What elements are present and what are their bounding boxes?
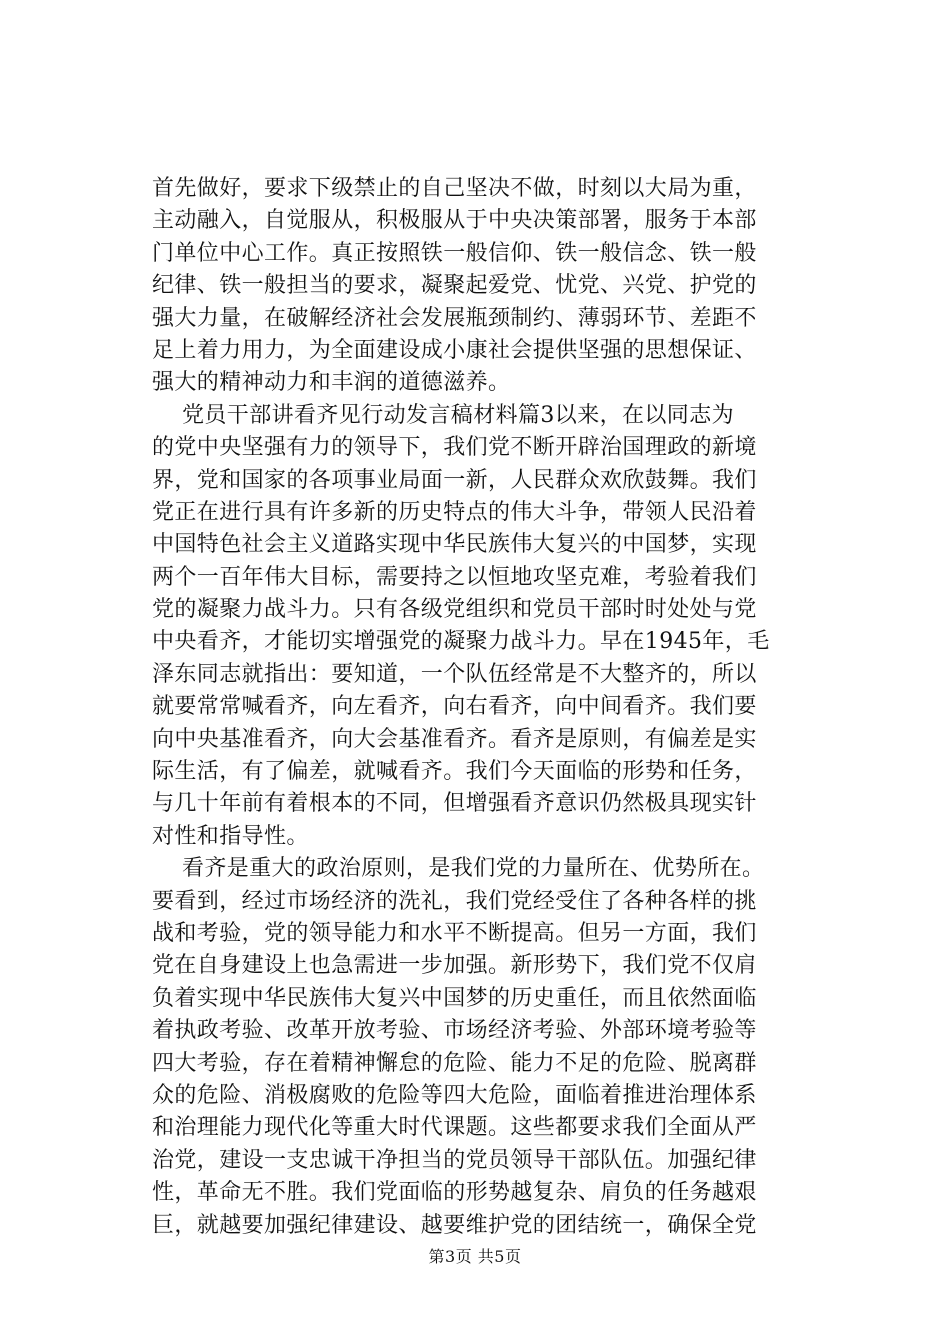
text-line: 与几十年前有着根本的不同，但增强看齐意识仍然极具现实针 — [152, 791, 757, 817]
text-line: 向中央基准看齐，向大会基准看齐。看齐是原则，有偏差是实 — [152, 726, 757, 752]
text-line: 强大力量，在破解经济社会发展瓶颈制约、薄弱环节、差距不 — [152, 305, 757, 331]
text-line: 中央看齐，才能切实增强党的凝聚力战斗力。早在1945年，毛 — [152, 629, 770, 655]
text-line: 对性和指导性。 — [152, 823, 309, 849]
body-text — [152, 173, 852, 1242]
text-line: 性，革命无不胜。我们党面临的形势越复杂、肩负的任务越艰 — [152, 1180, 757, 1206]
text-line: 战和考验，党的领导能力和水平不断提高。但另一方面，我们 — [152, 920, 757, 946]
text-line: 门单位中心工作。真正按照铁一般信仰、铁一般信念、铁一般 — [152, 240, 757, 266]
text-line: 强大的精神动力和丰润的道德滋养。 — [152, 370, 511, 396]
text-line: 和治理能力现代化等重大时代课题。这些都要求我们全面从严 — [152, 1115, 757, 1141]
text-line: 党的凝聚力战斗力。只有各级党组织和党员干部时时处处与党 — [152, 597, 757, 623]
page-number-footer: 第3页 共5页 — [428, 1247, 522, 1266]
text-line: 治党，建设一支忠诚干净担当的党员领导干部队伍。加强纪律 — [152, 1147, 757, 1173]
text-line: 要看到，经过市场经济的洗礼，我们党经受住了各种各样的挑 — [152, 888, 757, 914]
text-line: 就要常常喊看齐，向左看齐，向右看齐，向中间看齐。我们要 — [152, 694, 757, 720]
text-line: 纪律、铁一般担当的要求，凝聚起爱党、忧党、兴党、护党的 — [152, 273, 757, 299]
text-line: 众的危险、消极腐败的危险等四大危险，面临着推进治理体系 — [152, 1082, 757, 1108]
text-line: 两个一百年伟大目标，需要持之以恒地攻坚克难，考验着我们 — [152, 564, 757, 590]
text-line: 着执政考验、改革开放考验、市场经济考验、外部环境考验等 — [152, 1018, 757, 1044]
text-line: 党正在进行具有许多新的历史特点的伟大斗争，带领人民沿着 — [152, 499, 757, 525]
text-line: 主动融入，自觉服从，积极服从于中央决策部署，服务于本部 — [152, 208, 757, 234]
text-line: 党在自身建设上也急需进一步加强。新形势下，我们党不仅肩 — [152, 953, 757, 979]
text-line: 中国特色社会主义道路实现中华民族伟大复兴的中国梦，实现 — [152, 532, 757, 558]
text-line: 四大考验，存在着精神懈怠的危险、能力不足的危险、脱离群 — [152, 1050, 757, 1076]
text-line: 的党中央坚强有力的领导下，我们党不断开辟治国理政的新境 — [152, 435, 757, 461]
text-line: 泽东同志就指出：要知道，一个队伍经常是不大整齐的，所以 — [152, 661, 757, 687]
text-line: 际生活，有了偏差，就喊看齐。我们今天面临的形势和任务， — [152, 759, 757, 785]
text-line: 巨，就越要加强纪律建设、越要维护党的团结统一，确保全党 — [152, 1212, 757, 1238]
text-line: 足上着力用力，为全面建设成小康社会提供坚强的思想保证、 — [152, 337, 757, 363]
text-line: 负着实现中华民族伟大复兴中国梦的历史重任，而且依然面临 — [152, 985, 757, 1011]
text-line: 界，党和国家的各项事业局面一新，人民群众欢欣鼓舞。我们 — [152, 467, 757, 493]
text-line: 首先做好，要求下级禁止的自己坚决不做，时刻以大局为重， — [152, 176, 757, 201]
paragraph-start-line: 看齐是重大的政治原则，是我们党的力量所在、优势所在。 — [182, 856, 765, 882]
paragraph-start-line: 党员干部讲看齐见行动发言稿材料篇3以来，在以同志为 — [182, 402, 734, 428]
